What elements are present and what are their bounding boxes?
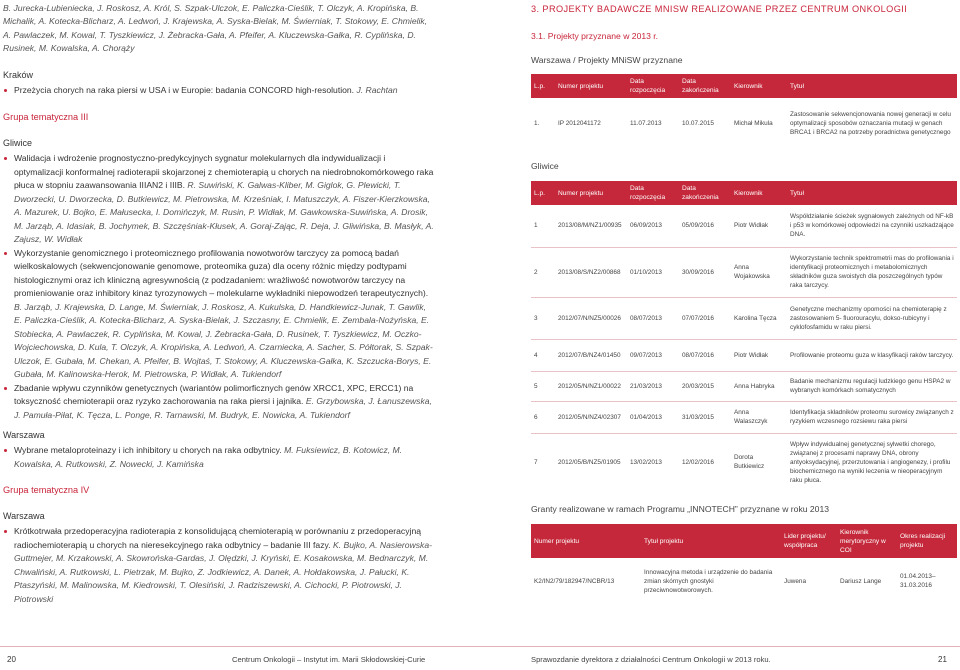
- table-cell: 6: [531, 401, 555, 433]
- innotech-table: [531, 524, 957, 604]
- header-cell: Data rozpoczęcia: [630, 78, 666, 94]
- right-column: [531, 0, 957, 604]
- table-row: [531, 297, 957, 339]
- table-cell: 2: [531, 247, 555, 297]
- table-cell: 11.07.2013: [630, 119, 662, 127]
- table-header-row: [531, 524, 957, 558]
- list-item: [3, 152, 435, 247]
- gliwice-table: [531, 181, 957, 491]
- table-cell: Dorota Butkiewicz: [731, 433, 787, 491]
- table-cell: 08/07/2013: [627, 297, 679, 339]
- table-cell: 5: [531, 371, 555, 401]
- item-text: Zbadanie wpływu czynników genetycznych (wariantów polimorficznych genów XRCC1, XPC, ERCC1) na toksyczność chemioterapii oraz ryzyko zachorowania na raka piersi i jajnika.: [14, 382, 414, 407]
- table-cell: Dariusz Lange: [840, 577, 882, 585]
- header-cell: Kierownik merytoryczny w COI: [840, 528, 886, 554]
- table-cell: Anna Habryka: [731, 371, 787, 401]
- table-row: [531, 401, 957, 433]
- header-cell: Data rozpoczęcia: [630, 185, 666, 201]
- table-cell: 1.: [534, 119, 540, 127]
- table-row: [531, 205, 957, 247]
- list-item: [3, 247, 435, 382]
- list-item: [3, 382, 435, 423]
- table-cell: Wykorzystanie technik spektrometrii mas do profilowania i identyfikacji proteomicznych i metabolomicznych składników guza swoistych dla poszczególnych typów raka tarczycy.: [787, 247, 957, 297]
- table-cell: Michał Mikula: [734, 119, 773, 127]
- item-text: Krótkotrwała przedoperacyjna radioterapia z konsolidującą chemioterapią w porównaniu z przedoperacyjną radiochemioterapią u chorych na nieresekcyjnego raka odbytnicy – badanie III fazy.: [14, 526, 421, 550]
- table-cell: 12/02/2016: [679, 433, 731, 491]
- table-cell: 06/09/2013: [630, 222, 662, 230]
- header-cell: Kierownik: [734, 82, 763, 90]
- table-cell: 05/09/2016: [682, 222, 714, 230]
- header-cell: Numer projektu: [558, 82, 604, 90]
- group-title-3: Grupa tematyczna III: [3, 112, 89, 123]
- header-cell: Tytuł projektu: [644, 537, 684, 545]
- table-cell: 01/10/2013: [627, 247, 679, 297]
- item-text: Walidacja i wdrożenie prognostyczno-predykcyjnych sygnatur molekularnych dla indywidualizacji i optymalizacji konformalnej radioterapii skojarzonej z chemioterapią u chorych na niedrobnokomórkowego raka płuca w stopniu zaawansowania IIIAN2 i IIIB.: [14, 153, 434, 191]
- innotech-label: Granty realizowane w ramach Programu „INNOTECH” przyznane w roku 2013: [531, 504, 830, 514]
- table-cell: 2012/07/B/NZ4/01450: [555, 339, 627, 371]
- table-cell: Wpływ indywidualnej genetycznej sylwetki chorego, związanej z procesami naprawy DNA, obrony antyoksydacyjnej, przerzutowania i angiogenezy, i profilu biochemicznego na wyniki leczenia w nieoperacyjnym raku płuca.: [787, 433, 957, 491]
- item-authors: E. Grzybowska, J. Łanuszewska, J. Pamuła-Piłat, K. Tęcza, L. Ponge, R. Tarnawski, M. Budryk, E. Nowicka, A. Tukiendorf: [14, 396, 432, 420]
- list-item: [3, 84, 435, 98]
- header-cell: Kierownik: [734, 189, 763, 197]
- city-krakow: Kraków: [3, 69, 34, 80]
- item-authors: B. Jarząb, J. Krajewska, D. Lange, M. Świerniak, J. Roskosz, A. Kukulska, D. Handkiewicz-Junak, T. Gawlik, E. Paliczka-Cieślik, A. Kotecka-Blicharz, A. Syska-Bielak, J. Szczasny, E. Chmielik, E. Zembala-Nożyńska, E. Stobiecka, A. Pawlaczek, R. Cyplińska, M. Kowal, J. Żebracka-Gała, D. Rusinek, T. Tyszkiewicz, M. Oczko-Wojciechowska, D. Kula, T. Olczyk, A. Kropińska, A. Ledwoń, A. Czarniecka, A. Sacher, S. Półtorak, S. Szpak-Ulczok, E. Gubała, M. Chekan, A. Pfeifer, B. Wojtaś, T. Stokowy, A. Kluczewska-Gałka, K. Szczucka-Borys, E. Gubała, M. Kalinowska-Herok, M. Pietrowska, P. Widłak, A. Tukiendorf: [14, 301, 433, 380]
- table-cell: Karolina Tęcza: [731, 297, 787, 339]
- page-number-left: 20: [7, 655, 16, 664]
- section-title: 3. PROJEKTY BADAWCZE MNISW REALIZOWANE PRZEZ CENTRUM ONKOLOGII: [531, 4, 908, 14]
- table-cell: Profilowanie proteomu guza w klasyfikacji raków tarczycy.: [787, 339, 957, 371]
- table-cell: 20/03/2015: [679, 371, 731, 401]
- table-cell: 01/04/2013: [627, 401, 679, 433]
- footer-divider: [0, 646, 960, 647]
- item-text: Wybrane metaloproteinazy i ich inhibitory u chorych na raka odbytnicy.: [14, 445, 282, 456]
- header-cell: Numer projektu: [558, 189, 604, 197]
- group-title-4: Grupa tematyczna IV: [3, 485, 90, 496]
- table-cell: 09/07/2013: [627, 339, 679, 371]
- table-row: [531, 371, 957, 401]
- item-text: Przeżycia chorych na raka piersi w USA i w Europie: badania CONCORD high-resolution.: [14, 84, 355, 95]
- table-cell: 3: [531, 297, 555, 339]
- table-cell: 4: [531, 339, 555, 371]
- table-cell: Piotr Widłak: [734, 222, 769, 230]
- city-warszawa: Warszawa: [3, 511, 45, 522]
- header-cell: Lider projektu/ współpraca: [784, 533, 826, 549]
- table-cell: 2012/05/B/NZ5/01905: [555, 433, 627, 491]
- table-cell: Współdziałanie ścieżek sygnałowych zależnych od NF-kB i p53 w komórkowej odpowiedzi na czynniki uszkadzające DNA.: [790, 213, 954, 239]
- table-cell: Innowacyjna metoda i urządzenie do badania zmian skórnych gnostyki przeciwnowotworowych.: [644, 568, 773, 594]
- header-cell: Data zakończenia: [682, 185, 719, 201]
- table-cell: 2013/08/S/NZ2/00868: [555, 247, 627, 297]
- subsection-title: 3.1. Projekty przyznane w 2013 r.: [531, 31, 659, 41]
- header-cell: Okres realizacji projektu: [900, 533, 946, 549]
- gliwice-label: Gliwice: [531, 161, 559, 171]
- header-cell: L.p.: [534, 189, 545, 197]
- header-cell: Data zakończenia: [682, 78, 719, 94]
- table-cell: Badanie mechanizmu regulacji ludzkiego genu HSPA2 w wybranych komórkach somatycznych: [787, 371, 957, 401]
- header-cell: Tytuł: [790, 189, 804, 197]
- left-column: [3, 0, 435, 606]
- table-cell: K2/IN2/79/182947/NCBR/13: [534, 577, 615, 585]
- table-cell: 30/09/2016: [679, 247, 731, 297]
- header-cell: L.p.: [534, 82, 545, 90]
- table-cell: 31/03/2015: [679, 401, 731, 433]
- table-row: [531, 339, 957, 371]
- table-cell: 13/02/2013: [627, 433, 679, 491]
- item-authors: J. Rachtan: [356, 84, 398, 95]
- table-cell: 2012/05/N/NZ1/00022: [555, 371, 627, 401]
- table-cell: Juwena: [784, 577, 807, 585]
- warszawa-label: Warszawa / Projekty MNiSW przyznane: [531, 55, 683, 65]
- footer-left-text: Centrum Onkologii – Instytut im. Marii Skłodowskiej-Curie: [232, 655, 426, 664]
- list-item: [3, 444, 435, 471]
- header-cell: Numer projektu: [534, 537, 580, 545]
- item-authors: M. Fuksiewicz, B. Kotowicz, M. Kowalska, A. Rutkowski, Z. Nowecki, J. Kamińska: [14, 445, 403, 469]
- table-row: [531, 247, 957, 297]
- table-cell: 21/03/2013: [627, 371, 679, 401]
- table-cell: 2012/07/N/NZ5/00026: [555, 297, 627, 339]
- table-cell: 2013/08/M/NZ1/00935: [558, 222, 622, 230]
- city-warszawa: Warszawa: [3, 430, 45, 441]
- table-cell: Identyfikacja składników proteomu surowicy związanych z ryzykiem wczesnego rozsiewu raka piersi: [787, 401, 957, 433]
- city-gliwice: Gliwice: [3, 138, 33, 149]
- warszawa-table: [531, 74, 957, 148]
- table-header-row: [531, 181, 957, 205]
- item-authors: K. Bujko, A. Nasierowska-Guttmejer, M. Krzakowski, A. Skowrońska-Gardas, J. Olędzki, J. Kryński, E. Kosakowska, M. Bednarczyk, M. Chwaliński, A. Rutkowski, L. Pietrzak, M. Bujko, Z. Jodkiewicz, A. Danek, A. Hołdakowska, J. Pałucki, K. Ptaszyński, M. Malinowska, M. Kiedrowski, T. Olesiński, J. Radziszewski, A. Cichocki, P. Piotrowski, J. Piotrowski: [14, 539, 432, 604]
- table-row: [531, 433, 957, 491]
- table-cell: Piotr Widłak: [731, 339, 787, 371]
- table-cell: 01.04.2013–31.03.2016: [900, 573, 936, 589]
- authors-block: B. Jurecka-Lubieniecka, J. Roskosz, A. Król, S. Szpak-Ulczok, E. Paliczka-Cieślik, T. Olczyk, A. Kropińska, B. Michalik, A. Kotecka-Blicharz, A. Ledwoń, J. Krajewska, A. Syska-Bielak, M. Świerniak, T. Stokowy, E. Chmielik, A. Pawlaczek, M. Kowal, T. Tyszkiewicz, J. Żebracka-Gała, A. Pfeifer, A. Kluczewska-Gałka, R. Cyplińska, D. Rusinek, M. Kowalska, A. Chorąży: [3, 3, 428, 54]
- table-cell: Genetyczne mechanizmy opomości na chemioterapię z zastosowaniem 5- fluorouracylu, dokso-rubicyny i cyklofosfamidu w raku piersi.: [787, 297, 957, 339]
- footer-right-text: Sprawozdanie dyrektora z działalności Centrum Onkologii w 2013 roku.: [531, 655, 771, 664]
- table-cell: Anna Walaszczyk: [731, 401, 787, 433]
- table-cell: IP 2012041172: [558, 119, 601, 127]
- item-authors: R. Suwiński, K. Galwas-Kliber, M. Giglok, G. Plewicki, T. Dworzecki, U. Dworzecka, D. Butkiewicz, M. Pietrowska, M. Krześniak, I. Matuszczyk, A. Fiszer-Kierzkowska, A. Mazurek, U. Bojko, E. Małusecka, I. Domińczyk, M. Rusin, P. Widłak, M. Gawkowska-Suwińska, A. Drosik, M. Jarząb, A. Idasiak, B. Jochymek, B. Szczęśniak-Kłusek, A. Goraj-Zając, R. Deja, J. Gliwińska, B. Masłyk, A. Zajusz, W. Widłak: [14, 180, 434, 245]
- table-row: [531, 558, 957, 604]
- table-cell: 1: [534, 222, 538, 230]
- page-number-right: 21: [938, 655, 947, 664]
- table-cell: Anna Wojakowska: [731, 247, 787, 297]
- table-header-row: [531, 74, 957, 98]
- table-cell: 10.07.2015: [682, 119, 714, 127]
- list-item: [3, 525, 435, 606]
- item-text: Wykorzystanie genomicznego i proteomicznego profilowania nowotworów tarczycy za pomocą badań wielkoskalowych (sekwencjonowanie genomowe, proteomika guza) dla oceny różnic między podtypami histologicznymi oraz ich kliniczną agresywnością (z podzadaniem: wrażliwość nowotworów tarczycy na promieniowanie oraz inhibitory kinaz tyrozynowych – molekularne wykładniki niepowodzeń terapeutycznych).: [14, 247, 429, 299]
- table-row: [531, 98, 957, 148]
- table-cell: 2012/05/N/NZ4/02307: [555, 401, 627, 433]
- table-cell: Zastosowanie sekwencjonowania nowej generacji w celu optymalizacji sposobów oznaczania mutacji w genach BRCA1 i BRCA2 na potrzeby poradnictwa genetycznego: [790, 110, 951, 136]
- header-cell: Tytuł: [790, 82, 804, 90]
- table-cell: 08/07/2016: [679, 339, 731, 371]
- table-cell: 07/07/2016: [679, 297, 731, 339]
- table-cell: 7: [531, 433, 555, 491]
